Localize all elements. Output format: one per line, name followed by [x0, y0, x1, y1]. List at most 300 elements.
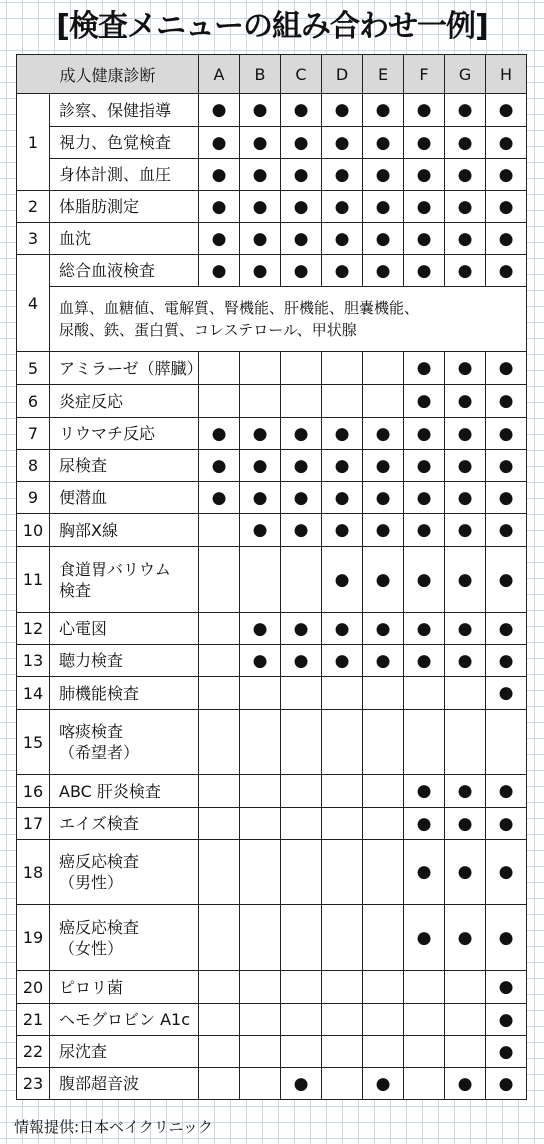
table-row [17, 287, 527, 352]
plan-cell [363, 840, 404, 905]
plan-cell [363, 418, 404, 450]
plan-cell [363, 385, 404, 418]
row-number: 16 [17, 775, 50, 808]
exam-name: エイズ検査 [50, 808, 199, 840]
included-dot-icon: ● [211, 423, 227, 444]
plan-cell [199, 385, 240, 418]
included-dot-icon: ● [211, 100, 227, 120]
table-row [17, 352, 527, 385]
included-dot-icon: ● [334, 196, 350, 217]
included-dot-icon: ● [211, 487, 227, 508]
table-row [17, 191, 527, 223]
plan-cell [445, 710, 486, 775]
included-dot-icon: ● [293, 196, 309, 217]
plan-cell [363, 677, 404, 710]
plan-cell [486, 677, 527, 710]
included-dot-icon: ● [457, 132, 473, 153]
table-row [17, 418, 527, 450]
included-dot-icon: ● [457, 358, 473, 378]
plan-cell [281, 808, 322, 840]
plan-cell [445, 1068, 486, 1100]
included-dot-icon: ● [457, 1073, 473, 1094]
plan-cell [486, 1068, 527, 1100]
plan-cell [199, 127, 240, 159]
table-row [17, 1068, 527, 1100]
included-dot-icon: ● [498, 683, 514, 703]
plan-cell [240, 418, 281, 450]
table-row [17, 808, 527, 840]
plan-cell [363, 1004, 404, 1036]
plan-cell [281, 450, 322, 482]
table-row [17, 1036, 527, 1068]
plan-cell [404, 547, 445, 613]
plan-cell [486, 94, 527, 127]
plan-cell [363, 710, 404, 775]
row-number: 3 [17, 223, 50, 255]
included-dot-icon: ● [375, 132, 391, 153]
included-dot-icon: ● [416, 650, 432, 671]
plan-cell [404, 1036, 445, 1068]
plan-cell [199, 613, 240, 645]
included-dot-icon: ● [211, 196, 227, 217]
plan-cell [240, 840, 281, 905]
plan-cell [445, 840, 486, 905]
included-dot-icon: ● [457, 650, 473, 671]
plan-cell [363, 352, 404, 385]
included-dot-icon: ● [252, 100, 268, 120]
plan-cell [240, 255, 281, 287]
included-dot-icon: ● [457, 391, 473, 411]
exam-name: 尿沈査 [50, 1036, 199, 1068]
included-dot-icon: ● [457, 196, 473, 217]
plan-cell [281, 223, 322, 255]
included-dot-icon: ● [375, 1073, 391, 1094]
included-dot-icon: ● [334, 423, 350, 444]
plan-cell [363, 94, 404, 127]
plan-cell [281, 159, 322, 191]
plan-cell [199, 905, 240, 971]
plan-cell [486, 1036, 527, 1068]
plan-cell [199, 840, 240, 905]
plan-cell [322, 840, 363, 905]
plan-cell [281, 971, 322, 1004]
plan-cell [240, 1068, 281, 1100]
table-row [17, 223, 527, 255]
plan-cell [363, 808, 404, 840]
plan-cell [281, 514, 322, 547]
included-dot-icon: ● [498, 260, 514, 281]
included-dot-icon: ● [498, 977, 514, 997]
included-dot-icon: ● [375, 228, 391, 249]
included-dot-icon: ● [211, 260, 227, 281]
plan-cell [404, 94, 445, 127]
exam-name: 総合血液検査 [50, 255, 199, 287]
exam-name: ヘモグロビン A1c [50, 1004, 199, 1036]
plan-cell [281, 1004, 322, 1036]
column-header: G [445, 55, 486, 94]
included-dot-icon: ● [457, 618, 473, 639]
row-number: 13 [17, 645, 50, 677]
plan-cell [199, 223, 240, 255]
plan-cell [445, 677, 486, 710]
row-number: 22 [17, 1036, 50, 1068]
plan-cell [445, 645, 486, 677]
plan-cell [199, 971, 240, 1004]
plan-cell [445, 418, 486, 450]
included-dot-icon: ● [416, 927, 432, 948]
plan-cell [199, 775, 240, 808]
plan-cell [363, 159, 404, 191]
exam-name: 心電図 [50, 613, 199, 645]
included-dot-icon: ● [416, 569, 432, 590]
plan-cell [486, 613, 527, 645]
row-number: 21 [17, 1004, 50, 1036]
plan-cell [363, 775, 404, 808]
table-row [17, 255, 527, 287]
included-dot-icon: ● [498, 650, 514, 671]
exam-name: ABC 肝炎検査 [50, 775, 199, 808]
included-dot-icon: ● [498, 100, 514, 120]
plan-cell [322, 385, 363, 418]
included-dot-icon: ● [293, 618, 309, 639]
exam-name: リウマチ反応 [50, 418, 199, 450]
plan-cell [322, 94, 363, 127]
plan-cell [199, 677, 240, 710]
included-dot-icon: ● [375, 164, 391, 185]
plan-cell [404, 255, 445, 287]
included-dot-icon: ● [293, 100, 309, 120]
included-dot-icon: ● [457, 569, 473, 590]
included-dot-icon: ● [293, 650, 309, 671]
included-dot-icon: ● [211, 455, 227, 476]
table-row [17, 547, 527, 613]
included-dot-icon: ● [334, 520, 350, 540]
included-dot-icon: ● [416, 228, 432, 249]
plan-cell [322, 159, 363, 191]
row-number: 14 [17, 677, 50, 710]
plan-cell [281, 482, 322, 514]
plan-cell [486, 127, 527, 159]
table-row [17, 482, 527, 514]
plan-cell [486, 514, 527, 547]
included-dot-icon: ● [334, 487, 350, 508]
included-dot-icon: ● [293, 520, 309, 540]
plan-cell [363, 223, 404, 255]
page-title: [検査メニューの組み合わせ一例] [56, 9, 488, 44]
plan-cell [240, 547, 281, 613]
included-dot-icon: ● [293, 228, 309, 249]
plan-cell [322, 971, 363, 1004]
included-dot-icon: ● [457, 927, 473, 948]
plan-cell [240, 385, 281, 418]
plan-cell [322, 775, 363, 808]
exam-name: 炎症反応 [50, 385, 199, 418]
row-number: 15 [17, 710, 50, 775]
exam-name: 腹部超音波 [50, 1068, 199, 1100]
included-dot-icon: ● [416, 100, 432, 120]
detail-line: 血算、血糖値、電解質、腎機能、肝機能、胆嚢機能、 [59, 299, 420, 317]
plan-cell [404, 482, 445, 514]
column-header: C [281, 55, 322, 94]
plan-cell [486, 775, 527, 808]
plan-cell [486, 223, 527, 255]
included-dot-icon: ● [293, 132, 309, 153]
included-dot-icon: ● [416, 781, 432, 801]
plan-cell [240, 94, 281, 127]
included-dot-icon: ● [498, 927, 514, 948]
plan-cell [445, 94, 486, 127]
plan-cell [404, 905, 445, 971]
plan-cell [240, 613, 281, 645]
exam-menu-table [16, 54, 527, 1100]
plan-cell [404, 450, 445, 482]
plan-cell [322, 127, 363, 159]
plan-cell [322, 808, 363, 840]
included-dot-icon: ● [416, 520, 432, 540]
included-dot-icon: ● [293, 455, 309, 476]
included-dot-icon: ● [416, 132, 432, 153]
plan-cell [199, 191, 240, 223]
included-dot-icon: ● [334, 618, 350, 639]
included-dot-icon: ● [211, 132, 227, 153]
plan-cell [281, 127, 322, 159]
exam-name: 癌反応検査 （男性） [50, 840, 199, 905]
plan-cell [404, 352, 445, 385]
table-row [17, 905, 527, 971]
plan-cell [404, 159, 445, 191]
plan-cell [445, 971, 486, 1004]
plan-cell [322, 1068, 363, 1100]
plan-cell [404, 223, 445, 255]
plan-cell [445, 255, 486, 287]
column-header: F [404, 55, 445, 94]
row-number: 23 [17, 1068, 50, 1100]
plan-cell [240, 159, 281, 191]
plan-cell [240, 352, 281, 385]
plan-cell [322, 905, 363, 971]
plan-cell [199, 94, 240, 127]
exam-name: アミラーゼ（膵臓） [50, 352, 199, 385]
included-dot-icon: ● [416, 164, 432, 185]
plan-cell [445, 159, 486, 191]
plan-cell [322, 1036, 363, 1068]
table-row [17, 677, 527, 710]
included-dot-icon: ● [498, 455, 514, 476]
plan-cell [281, 385, 322, 418]
plan-cell [404, 613, 445, 645]
plan-cell [486, 710, 527, 775]
blood-test-detail [50, 287, 527, 352]
column-header: D [322, 55, 363, 94]
row-number: 20 [17, 971, 50, 1004]
table-row [17, 450, 527, 482]
plan-cell [404, 1004, 445, 1036]
plan-cell [404, 385, 445, 418]
row-number: 19 [17, 905, 50, 971]
included-dot-icon: ● [498, 132, 514, 153]
plan-cell [363, 450, 404, 482]
column-header: A [199, 55, 240, 94]
plan-cell [363, 1036, 404, 1068]
plan-cell [404, 514, 445, 547]
plan-cell [322, 191, 363, 223]
plan-cell [486, 352, 527, 385]
plan-cell [322, 613, 363, 645]
table-row [17, 775, 527, 808]
plan-cell [363, 191, 404, 223]
exam-name: 体脂肪測定 [50, 191, 199, 223]
included-dot-icon: ● [457, 100, 473, 120]
table-row [17, 159, 527, 191]
plan-cell [445, 547, 486, 613]
included-dot-icon: ● [457, 423, 473, 444]
included-dot-icon: ● [498, 423, 514, 444]
included-dot-icon: ● [334, 164, 350, 185]
included-dot-icon: ● [498, 781, 514, 801]
included-dot-icon: ● [416, 423, 432, 444]
included-dot-icon: ● [498, 569, 514, 590]
plan-cell [445, 808, 486, 840]
plan-cell [199, 808, 240, 840]
row-number: 4 [17, 255, 50, 352]
plan-cell [404, 645, 445, 677]
included-dot-icon: ● [498, 487, 514, 508]
plan-cell [322, 1004, 363, 1036]
column-header: E [363, 55, 404, 94]
plan-cell [404, 840, 445, 905]
exam-name: ピロリ菌 [50, 971, 199, 1004]
plan-cell [363, 1068, 404, 1100]
row-number: 1 [17, 94, 50, 191]
included-dot-icon: ● [457, 260, 473, 281]
included-dot-icon: ● [375, 196, 391, 217]
plan-cell [199, 547, 240, 613]
plan-cell [404, 677, 445, 710]
plan-cell [445, 514, 486, 547]
plan-cell [445, 905, 486, 971]
plan-cell [363, 613, 404, 645]
plan-cell [199, 1068, 240, 1100]
included-dot-icon: ● [252, 132, 268, 153]
plan-cell [404, 418, 445, 450]
exam-name: 喀痰検査 （希望者） [50, 710, 199, 775]
included-dot-icon: ● [416, 391, 432, 411]
row-number: 18 [17, 840, 50, 905]
included-dot-icon: ● [334, 569, 350, 590]
plan-cell [240, 1036, 281, 1068]
plan-cell [240, 808, 281, 840]
included-dot-icon: ● [498, 862, 514, 882]
included-dot-icon: ● [375, 487, 391, 508]
included-dot-icon: ● [252, 260, 268, 281]
row-number: 2 [17, 191, 50, 223]
exam-name: 診察、保健指導 [50, 94, 199, 127]
included-dot-icon: ● [375, 520, 391, 540]
included-dot-icon: ● [498, 358, 514, 378]
plan-cell [240, 971, 281, 1004]
plan-cell [199, 1004, 240, 1036]
plan-cell [445, 223, 486, 255]
plan-cell [281, 840, 322, 905]
row-number: 12 [17, 613, 50, 645]
plan-cell [240, 482, 281, 514]
plan-cell [322, 418, 363, 450]
included-dot-icon: ● [416, 862, 432, 882]
exam-name: 食道胃バリウム 検査 [50, 547, 199, 613]
included-dot-icon: ● [416, 260, 432, 281]
plan-cell [240, 1004, 281, 1036]
exam-name: 肺機能検査 [50, 677, 199, 710]
plan-cell [322, 514, 363, 547]
included-dot-icon: ● [252, 520, 268, 540]
plan-cell [199, 482, 240, 514]
plan-cell [322, 450, 363, 482]
plan-cell [281, 1068, 322, 1100]
header-row [17, 55, 527, 94]
plan-cell [445, 1004, 486, 1036]
plan-cell [240, 645, 281, 677]
included-dot-icon: ● [375, 650, 391, 671]
plan-cell [322, 710, 363, 775]
plan-cell [486, 971, 527, 1004]
row-number: 5 [17, 352, 50, 385]
plan-cell [445, 127, 486, 159]
plan-cell [322, 352, 363, 385]
plan-cell [486, 1004, 527, 1036]
plan-cell [322, 255, 363, 287]
plan-cell [281, 191, 322, 223]
included-dot-icon: ● [252, 455, 268, 476]
included-dot-icon: ● [293, 164, 309, 185]
plan-cell [281, 775, 322, 808]
plan-cell [240, 775, 281, 808]
included-dot-icon: ● [211, 228, 227, 249]
exam-name: 視力、色覚検査 [50, 127, 199, 159]
plan-cell [240, 677, 281, 710]
included-dot-icon: ● [334, 100, 350, 120]
included-dot-icon: ● [457, 813, 473, 834]
included-dot-icon: ● [457, 781, 473, 801]
plan-cell [363, 127, 404, 159]
included-dot-icon: ● [416, 618, 432, 639]
plan-cell [199, 450, 240, 482]
plan-cell [445, 482, 486, 514]
included-dot-icon: ● [498, 196, 514, 217]
plan-cell [445, 775, 486, 808]
table-row [17, 971, 527, 1004]
included-dot-icon: ● [498, 1073, 514, 1094]
plan-cell [445, 191, 486, 223]
plan-cell [486, 255, 527, 287]
plan-cell [281, 710, 322, 775]
plan-cell [281, 547, 322, 613]
included-dot-icon: ● [498, 228, 514, 249]
row-number: 17 [17, 808, 50, 840]
plan-cell [199, 352, 240, 385]
plan-cell [322, 645, 363, 677]
plan-cell [281, 352, 322, 385]
plan-cell [240, 223, 281, 255]
table-row [17, 1004, 527, 1036]
included-dot-icon: ● [375, 618, 391, 639]
plan-cell [281, 613, 322, 645]
plan-cell [281, 905, 322, 971]
plan-cell [199, 255, 240, 287]
plan-cell [486, 645, 527, 677]
included-dot-icon: ● [293, 260, 309, 281]
plan-cell [281, 1036, 322, 1068]
row-number: 7 [17, 418, 50, 450]
